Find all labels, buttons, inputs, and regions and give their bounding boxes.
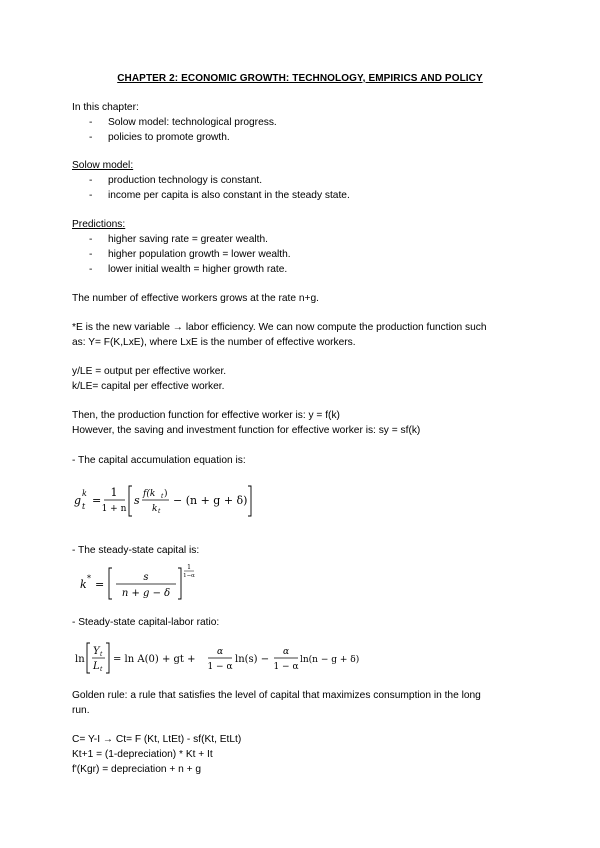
eq-symbol: α bbox=[282, 647, 290, 657]
capital-labor-ratio-label: - Steady-state capital-labor ratio: bbox=[72, 617, 220, 628]
capital-accumulation-equation bbox=[72, 478, 272, 522]
bullet-dash: - bbox=[89, 249, 93, 260]
capital-rule: Kt+1 = (1-depreciation) * Kt + It bbox=[72, 749, 213, 760]
eq-symbol: k bbox=[80, 578, 87, 591]
eq-symbol: ) bbox=[164, 489, 168, 499]
eq-symbol: * bbox=[87, 574, 91, 583]
eq-symbol: 1 bbox=[187, 564, 191, 571]
eq-symbol: t bbox=[100, 666, 103, 673]
eq-symbol: n + g − δ bbox=[121, 588, 171, 599]
bullet-dash: - bbox=[89, 190, 93, 201]
eq-symbol: = ln A(0) + gt + bbox=[113, 654, 196, 665]
bullet-dash: - bbox=[89, 175, 93, 186]
steady-state-capital-equation bbox=[72, 563, 202, 603]
definition-output: y/LE = output per effective worker. bbox=[72, 366, 227, 377]
golden-rule-paragraph-cont: run. bbox=[72, 705, 90, 716]
production-function-line: Then, the production function for effective worker is: y = f(k) bbox=[72, 410, 340, 421]
consumption-rule: C= Y-I → Ct= F (Kt, LtEt) - sf(Kt, EtLt) bbox=[72, 734, 242, 745]
eq-symbol: t bbox=[82, 502, 86, 511]
chapter-title: CHAPTER 2: ECONOMIC GROWTH: TECHNOLOGY, EMPIRICS AND POLICY bbox=[117, 73, 483, 84]
bullet-dash: - bbox=[89, 234, 93, 245]
paragraph-effective-workers: The number of effective workers grows at the rate n+g. bbox=[72, 293, 319, 304]
eq-symbol: t bbox=[161, 493, 164, 500]
predictions-heading: Predictions: bbox=[72, 219, 126, 230]
eq-symbol: k bbox=[82, 489, 87, 498]
eq-symbol: = bbox=[95, 578, 105, 591]
bullet-dash: - bbox=[89, 264, 93, 275]
eq-symbol: k bbox=[152, 504, 158, 514]
eq-symbol: 1−α bbox=[183, 573, 195, 579]
intro-heading: In this chapter: bbox=[72, 102, 139, 113]
bullet-dash: - bbox=[89, 132, 93, 143]
eq-symbol: 1 + n bbox=[101, 504, 127, 514]
eq-symbol: t bbox=[100, 651, 103, 658]
eq-symbol: g bbox=[74, 494, 82, 507]
paragraph-labor-efficiency: *E is the new variable → labor efficiency. We can now compute the production function such bbox=[72, 322, 487, 333]
steady-state-label: - The steady-state capital is: bbox=[72, 545, 200, 556]
eq-symbol: α bbox=[216, 647, 224, 657]
eq-symbol: 1 − α bbox=[273, 662, 299, 672]
eq-symbol: s bbox=[134, 494, 140, 507]
eq-symbol: s bbox=[143, 572, 149, 583]
capital-accumulation-label: - The capital accumulation equation is: bbox=[72, 455, 246, 466]
eq-symbol: ln(n − g + δ) bbox=[300, 655, 360, 665]
eq-symbol: = bbox=[92, 494, 102, 507]
eq-symbol: Y bbox=[93, 646, 100, 657]
eq-symbol: 1 bbox=[110, 486, 118, 499]
eq-symbol: 1 − α bbox=[207, 662, 233, 672]
eq-symbol: ln bbox=[75, 654, 85, 665]
eq-symbol: ln(s) − bbox=[235, 654, 270, 665]
eq-symbol: − (n + g + δ) bbox=[173, 494, 248, 507]
capital-labor-ratio-equation bbox=[72, 638, 362, 678]
definition-capital: k/LE= capital per effective worker. bbox=[72, 381, 225, 392]
solow-heading: Solow model: bbox=[72, 160, 134, 171]
document-page: CHAPTER 2: ECONOMIC GROWTH: TECHNOLOGY, EMPIRICS AND POLICY In this chapter: - Solow model: technological progress. - policies to promote growth. Solow model: - production technology is constant. - income per capita is also constant in the steady state. Predictions: - higher saving rate = greater wealth. - higher population growth = lower wealth. - lower initial wealth = higher growth rate. The number of effective workers grows at the rate n+g. *E is the new variable → labor efficiency. We can now compute the production function such as: Y= F(K,LxE), where LxE is the number of effective workers. y/LE = output per effective worker. k/LE= capital per effective worker. Then, the production function for effective worker is: y = f(k) However, the saving and investment function for effective worker is: sy = sf(k) - The capital accumulation equation is: g k t = 1 1 + n s f(k t ) k t − (n + g + δ) - The steady-state capital is: k * = s n + g − δ 1 1−α - Steady-state capital-labor ratio: ln Y t L t = ln A(0) + gt + α 1 − α ln(s) − α 1 − α ln(n − g + δ) Golden rule: a rule that satisfies the level of capital that maximizes consumption in the long run. C= Y-I → Ct= F (Kt, LtEt) - sf(Kt, EtLt) Kt+1 = (1-depreciation) * Kt + It f'(Kgr) = depreciation + n + g bbox=[0, 0, 600, 848]
golden-rule-paragraph: Golden rule: a rule that satisfies the level of capital that maximizes consumption in the long bbox=[72, 690, 481, 701]
saving-function-line: However, the saving and investment function for effective worker is: sy = sf(k) bbox=[72, 425, 421, 436]
paragraph-labor-efficiency-cont: as: Y= F(K,LxE), where LxE is the number of effective workers. bbox=[72, 337, 356, 348]
eq-symbol: f(k bbox=[143, 489, 156, 499]
golden-rule-condition: f'(Kgr) = depreciation + n + g bbox=[72, 764, 202, 775]
eq-symbol: L bbox=[93, 661, 100, 672]
bullet-dash: - bbox=[89, 117, 93, 128]
eq-symbol: t bbox=[158, 508, 161, 515]
